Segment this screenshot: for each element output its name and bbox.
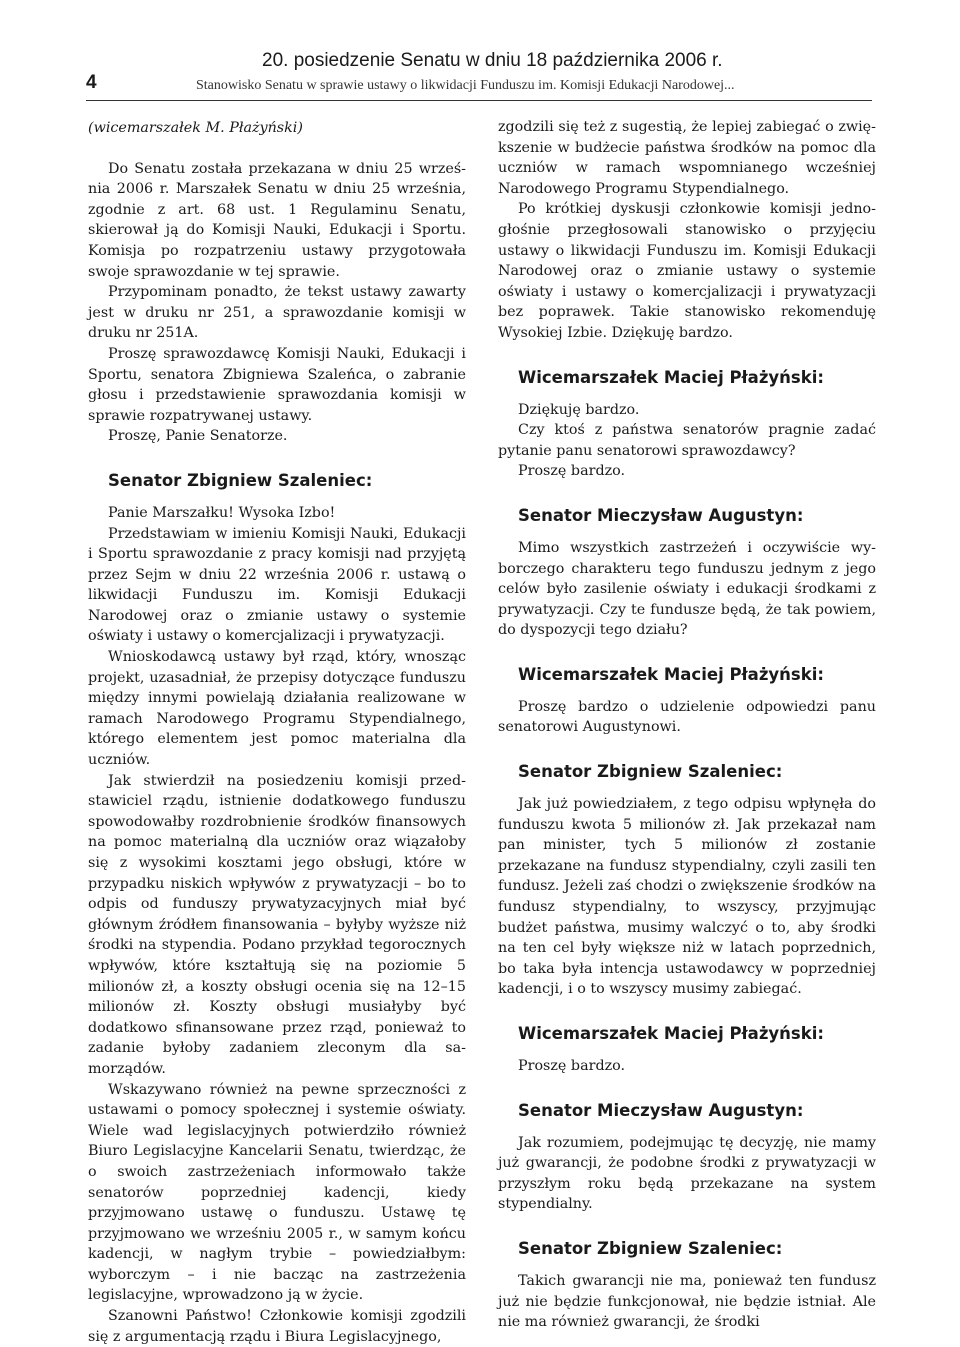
paragraph: Proszę bardzo. [518, 463, 626, 480]
paragraph: Takich gwarancji nie ma, ponieważ ten fundusz już nie będzie funkcjonował, nie będzie istniał. Ale nie ma również gwarancji, że środki [498, 1272, 876, 1331]
speaker-heading: Wicemarszałek Maciej Płażyński: [518, 1024, 824, 1043]
speaker-heading: Senator Zbigniew Szaleniec: [108, 470, 373, 490]
paragraph: Proszę sprawozdawcę Komisji Nauki, Edukacji i Sportu, senatora Zbigniewa Szaleńca, o zabranie głosu i przedstawienie sprawozdania komisji w sprawie rozpatrywanej ustawy. [88, 345, 466, 424]
page-number: 4 [86, 72, 97, 93]
paragraph: Panie Marszałku! Wysoka Izbo! [108, 504, 336, 521]
paragraph: Wskazywano również na pewne sprzeczności z ustawami o pomocy społecznej i systemie oświaty. Wiele wad legislacyjnych potwierdziło również Biuro Legislacyjne Kancelarii Senatu, twierdząc, że o swoich zastrzeżeniach informowało także senatorów poprzedniej kadencji, kiedy przyjmowano ustawę o funduszu. Ustawę tę przyjmowano we wrześniu 2005 r., w samym końcu kadencji, w nagłym trybie – powiedziałbym: wyborczym – i nie bacząc na zastrzeżenia legislacyjne, wprowadzono ją w życie. [88, 1081, 466, 1304]
paragraph: Proszę, Panie Senatorze. [108, 428, 288, 445]
speaker-heading: Wicemarszałek Maciej Płażyński: [518, 367, 824, 387]
paragraph: Szanowni Państwo! Członkowie komisji zgodzili się z argumentacją rządu i Biura Legislacyjnego, [88, 1308, 466, 1345]
paragraph: Wnioskodawcą ustawy był rząd, który, wnosząc projekt, uzasadniał, że przepisy dotyczące funduszu między innymi powielają działania realizowane w ramach Narodowego Programu Stypendialnego, którego elementem jest pomoc materialna dla uczniów. [88, 649, 466, 769]
paragraph: Proszę bardzo. [518, 1058, 626, 1074]
speaker-heading: Senator Mieczysław Augustyn: [518, 1100, 804, 1120]
paragraph: Po krótkiej dyskusji członkowie komisji jednogłośnie przegłosowali stanowisko o przyjęciu ustawy o likwidacji Funduszu im. Komisji Edukacji Narodowej oraz o zmianie ustawy o systemie oświaty i ustawy o komercjalizacji i prywatyzacji bez poprawek. Takie stanowisko rekomenduję Wysokiej Izbie. Dziękuję bardzo. [498, 201, 876, 341]
paragraph: Przedstawiam w imieniu Komisji Nauki, Edukacji i Sportu sprawozdanie z pracy komisji nad przyjętą przez Sejm w dniu 22 września 2006 r. ustawą o likwidacji Funduszu im. Komisji Edukacji Narodowej oraz o zmianie ustawy o systemie oświaty i ustawy o komercjalizacji i prywatyzacji. [88, 525, 466, 645]
paragraph: Mimo wszystkich zastrzeżeń i oczywiście wyborczego charakteru tego funduszu jednym z jego celów było zasilenie oświaty i edukacji środkami z prywatyzacji. Czy te fundusze będą, że tak powiem, do dyspozycji tego działu? [498, 539, 876, 639]
speaker-heading: Wicemarszałek Maciej Płażyński: [518, 664, 824, 684]
speaker-reference: (wicemarszałek M. Płażyński) [88, 120, 303, 136]
right-column [498, 117, 876, 1333]
paragraph: Czy ktoś z państwa senatorów pragnie zadać pytanie panu senatorowi sprawozdawcy? [498, 422, 876, 459]
paragraph: Do Senatu została przekazana w dniu 25 września 2006 r. Marszałek Senatu w dniu 25 września, zgodnie z art. 68 ust. 1 Regulaminu Senatu, skierował ją do Komisji Nauki, Edukacji i Sportu. Komisja po rozpatrzeniu ustawy przygotowała swoje sprawozdanie w tej sprawie. [88, 160, 466, 280]
paragraph: Proszę bardzo o udzielenie odpowiedzi panu senatorowi Augustynowi. [498, 698, 876, 736]
speaker-heading: Senator Mieczysław Augustyn: [518, 505, 804, 525]
running-header-title: 20. posiedzenie Senatu w dniu 18 października 2006 r. [262, 50, 723, 71]
paragraph: Jak rozumiem, podejmując tę decyzję, nie mamy już gwarancji, że podobne środki z prywatyzacji w przyszłym roku będą przekazane na system stypendialny. [498, 1134, 876, 1213]
header-divider [86, 100, 872, 101]
paragraph: Przypominam ponadto, że tekst ustawy zawarty jest w druku nr 251, a sprawozdanie komisji w druku nr 251A. [88, 284, 466, 342]
paragraph: Jak już powiedziałem, z tego odpisu wpłynęła do funduszu kwota 5 milionów zł. Jak przekazał nam pan minister, tych 5 milionów zł zostanie przekazane na fundusz stypendialny, czyli zasili ten fundusz. Jeżeli zaś chodzi o zwiększenie środków na fundusz stypendialny, to wszyscy, przyjmując budżet państwa, musimy walczyć o to, aby środki na ten cel były większe niż w latach poprzednich, bo taka była intencja ustawodawcy w poprzedniej kadencji, i o to wszyscy musimy zabiegać. [498, 796, 876, 998]
paragraph: Dziękuję bardzo. [518, 401, 640, 418]
speaker-heading: Senator Zbigniew Szaleniec: [518, 762, 783, 782]
paragraph: Jak stwierdził na posiedzeniu komisji przedstawiciel rządu, istnienie dodatkowego funduszu spowodowałby rozdrobnienie środków finansowych na pomoc materialną dla uczniów oraz wiązałoby się z wysokimi kosztami jego obsługi, które w przypadku niskich wpływów z prywatyzacji – bo to odpis od funduszy prywatyzacyjnych miał być głównym źródłem finansowania – byłyby wyższe niż środki na stypendia. Podano przykład tegorocznych wpływów, które kształtują się na poziomie 5 milionów zł, a koszty obsługi ocenia się na 12–15 milionów zł. Koszty obsługi musiałyby być dodatkowo sfinansowane przez rząd, ponieważ to zadanie byłoby zadaniem zleconym dla samorządów. [88, 772, 466, 1077]
running-header-subtitle: Stanowisko Senatu w sprawie ustawy o likwidacji Funduszu im. Komisji Edukacji Narodowej... [196, 78, 735, 93]
paragraph: zgodzili się też z sugestią, że lepiej zabiegać o zwiększenie w budżecie państwa środków na pomoc dla uczniów w ramach wspomnianego wcześniej Narodowego Programu Stypendialnego. [498, 119, 876, 197]
speaker-heading: Senator Zbigniew Szaleniec: [518, 1238, 783, 1258]
left-column [88, 118, 466, 1347]
